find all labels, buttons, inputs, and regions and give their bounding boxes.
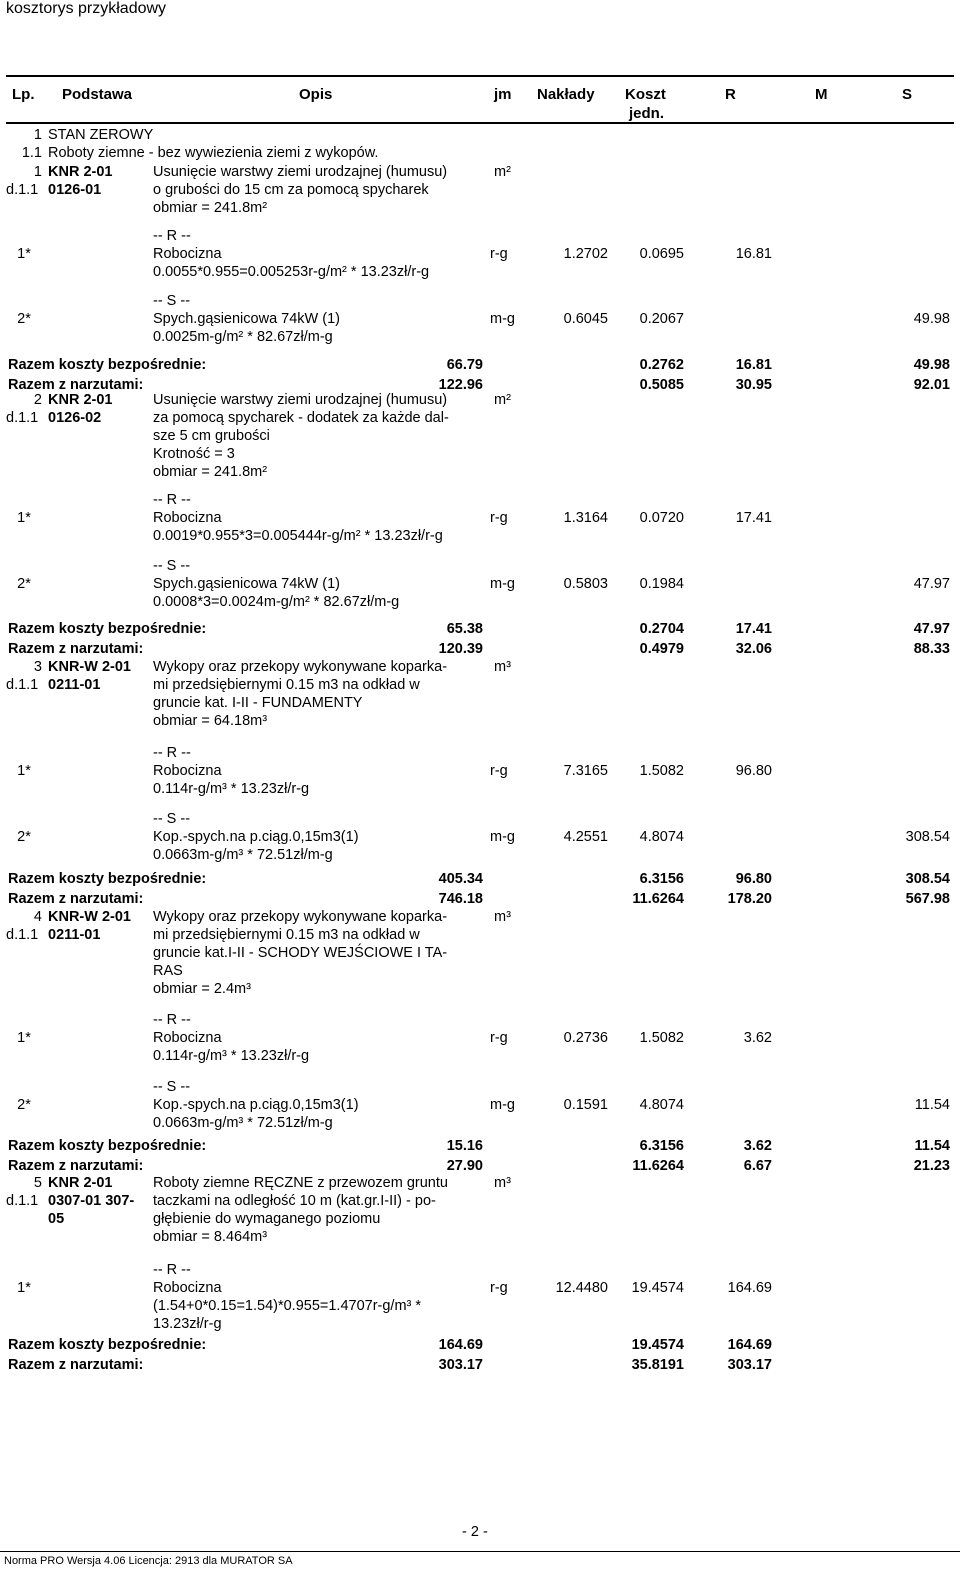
resource-name: Robocizna — [153, 1030, 222, 1046]
resource-koszt: 0.2067 — [639, 311, 684, 327]
resource-naklady: 4.2551 — [563, 829, 608, 845]
item-d-number: d.1.1 — [6, 410, 39, 426]
total-label: Razem z narzutami: — [8, 377, 144, 393]
resource-formula: 0.0055*0.955=0.005253r-g/m² * 13.23zł/r-g — [153, 264, 430, 280]
resource-type: -- R -- — [153, 492, 191, 508]
item-description-line: mi przedsiębiernymi 0.15 m3 na odkład w — [153, 927, 420, 943]
item-basis: KNR 2-01 — [48, 164, 113, 180]
item-description-line: Wykopy oraz przekopy wykonywane koparka- — [153, 909, 448, 925]
total-label: Razem z narzutami: — [8, 1357, 144, 1373]
resource-koszt: 1.5082 — [639, 763, 684, 779]
section-title: STAN ZEROWY — [48, 127, 154, 143]
total-s: 21.23 — [913, 1158, 950, 1174]
page-number: - 2 - — [462, 1524, 488, 1540]
item-description-line: taczkami na odległość 10 m (kat.gr.I-II) - po- — [153, 1193, 436, 1209]
resource-koszt: 1.5082 — [639, 1030, 684, 1046]
total-koszt: 0.5085 — [639, 377, 684, 393]
item-basis: 0126-02 — [48, 410, 102, 426]
header-jedn: jedn. — [629, 105, 665, 122]
item-description-line: Roboty ziemne RĘCZNE z przewozem gruntu — [153, 1175, 448, 1191]
total-r: 30.95 — [735, 377, 772, 393]
total-label: Razem koszty bezpośrednie: — [8, 1138, 207, 1154]
resource-name: Robocizna — [153, 763, 222, 779]
resource-koszt: 4.8074 — [639, 829, 684, 845]
item-number: 1 — [33, 164, 42, 180]
item-d-number: d.1.1 — [6, 182, 39, 198]
total-r: 303.17 — [727, 1357, 772, 1373]
resource-naklady: 0.6045 — [563, 311, 608, 327]
total-value: 15.16 — [446, 1138, 483, 1154]
resource-type: -- S -- — [153, 558, 191, 574]
total-value: 303.17 — [438, 1357, 483, 1373]
subsection-title: Roboty ziemne - bez wywiezienia ziemi z wykopów. — [48, 145, 379, 161]
resource-jm: m-g — [490, 311, 515, 327]
total-r: 16.81 — [735, 357, 772, 373]
resource-name: Spych.gąsienicowa 74kW (1) — [153, 311, 340, 327]
total-r: 17.41 — [735, 621, 772, 637]
resource-lp: 1* — [17, 763, 31, 779]
item-number: 5 — [33, 1175, 42, 1191]
resource-lp: 2* — [17, 576, 31, 592]
item-basis: KNR-W 2-01 — [48, 659, 131, 675]
resource-formula: 13.23zł/r-g — [153, 1316, 222, 1332]
subsection-number: 1.1 — [21, 145, 42, 161]
item-description-line: Usunięcie warstwy ziemi urodzajnej (humusu) — [153, 392, 448, 408]
item-d-number: d.1.1 — [6, 1193, 39, 1209]
header-lp: Lp. — [12, 86, 35, 103]
resource-naklady: 0.5803 — [563, 576, 608, 592]
resource-koszt: 0.0720 — [639, 510, 684, 526]
header-s: S — [902, 86, 913, 103]
item-unit: m³ — [494, 909, 511, 925]
item-basis: 0211-01 — [48, 927, 101, 943]
item-basis: KNR 2-01 — [48, 392, 113, 408]
total-s: 567.98 — [905, 891, 950, 907]
total-s: 88.33 — [913, 641, 950, 657]
item-unit: m² — [494, 392, 511, 408]
total-s: 47.97 — [913, 621, 950, 637]
item-description-line: mi przedsiębiernymi 0.15 m3 na odkład w — [153, 677, 420, 693]
resource-jm: r-g — [490, 246, 508, 262]
resource-r: 3.62 — [743, 1030, 772, 1046]
resource-type: -- S -- — [153, 293, 191, 309]
total-koszt: 0.2762 — [639, 357, 684, 373]
total-s: 11.54 — [914, 1138, 950, 1154]
resource-formula: 0.0008*3=0.0024m-g/m² * 82.67zł/m-g — [153, 594, 400, 610]
header-koszt: Koszt — [625, 86, 666, 103]
total-r: 96.80 — [735, 871, 772, 887]
resource-formula: 0.0025m-g/m² * 82.67zł/m-g — [153, 329, 333, 345]
resource-lp: 2* — [17, 829, 31, 845]
total-value: 66.79 — [446, 357, 483, 373]
item-unit: m³ — [494, 1175, 511, 1191]
total-value: 27.90 — [446, 1158, 483, 1174]
resource-formula: 0.0019*0.955*3=0.005444r-g/m² * 13.23zł/r-g — [153, 528, 443, 544]
total-value: 120.39 — [438, 641, 483, 657]
resource-naklady: 1.2702 — [563, 246, 608, 262]
total-koszt: 6.3156 — [639, 1138, 684, 1154]
item-number: 2 — [33, 392, 42, 408]
footer-rule — [0, 1551, 960, 1552]
item-description-line: za pomocą spycharek - dodatek za każde dal- — [153, 410, 449, 426]
resource-koszt: 0.1984 — [639, 576, 684, 592]
resource-name: Spych.gąsienicowa 74kW (1) — [153, 576, 340, 592]
item-description-line: obmiar = 241.8m² — [153, 200, 268, 216]
resource-koszt: 4.8074 — [639, 1097, 684, 1113]
resource-type: -- S -- — [153, 1079, 191, 1095]
header-top-rule — [6, 75, 954, 77]
resource-lp: 1* — [17, 510, 31, 526]
resource-r: 16.81 — [735, 246, 772, 262]
resource-koszt: 0.0695 — [639, 246, 684, 262]
total-koszt: 0.4979 — [639, 641, 684, 657]
item-number: 3 — [33, 659, 42, 675]
item-description-line: gruncie kat. I-II - FUNDAMENTY — [153, 695, 363, 711]
resource-name: Robocizna — [153, 510, 222, 526]
header-podstawa: Podstawa — [62, 86, 133, 103]
resource-s: 11.54 — [914, 1097, 950, 1113]
item-description-line: gruncie kat.I-II - SCHODY WEJŚCIOWE I TA- — [153, 945, 448, 961]
resource-naklady: 0.1591 — [563, 1097, 608, 1113]
header-jm: jm — [494, 86, 512, 103]
section-number: 1 — [33, 127, 42, 143]
resource-lp: 2* — [17, 311, 31, 327]
total-koszt: 0.2704 — [639, 621, 684, 637]
item-description-line: Krotność = 3 — [153, 446, 235, 462]
resource-type: -- R -- — [153, 745, 191, 761]
item-d-number: d.1.1 — [6, 677, 39, 693]
resource-lp: 1* — [17, 1280, 31, 1296]
total-value: 164.69 — [438, 1337, 483, 1353]
total-label: Razem koszty bezpośrednie: — [8, 357, 207, 373]
resource-name: Kop.-spych.na p.ciąg.0,15m3(1) — [153, 829, 359, 845]
total-koszt: 6.3156 — [639, 871, 684, 887]
total-label: Razem z narzutami: — [8, 891, 144, 907]
resource-s: 308.54 — [905, 829, 950, 845]
total-r: 178.20 — [727, 891, 772, 907]
document-title: kosztorys przykładowy — [6, 0, 167, 17]
item-description-line: obmiar = 64.18m³ — [153, 713, 268, 729]
item-description-line: sze 5 cm grubości — [153, 428, 270, 444]
resource-type: -- R -- — [153, 1262, 191, 1278]
resource-s: 49.98 — [913, 311, 950, 327]
item-basis: 0126-01 — [48, 182, 102, 198]
total-r: 32.06 — [735, 641, 772, 657]
item-basis: 0211-01 — [48, 677, 101, 693]
total-s: 49.98 — [913, 357, 950, 373]
resource-type: -- R -- — [153, 228, 191, 244]
total-s: 92.01 — [913, 377, 950, 393]
total-value: 746.18 — [438, 891, 483, 907]
total-value: 405.34 — [438, 871, 483, 887]
header-opis: Opis — [299, 86, 333, 103]
resource-naklady: 0.2736 — [563, 1030, 608, 1046]
resource-jm: m-g — [490, 576, 515, 592]
total-s: 308.54 — [905, 871, 950, 887]
resource-naklady: 1.3164 — [563, 510, 608, 526]
resource-naklady: 12.4480 — [555, 1280, 608, 1296]
resource-formula: 0.0663m-g/m³ * 72.51zł/m-g — [153, 1115, 333, 1131]
item-basis: 05 — [48, 1211, 65, 1227]
resource-jm: m-g — [490, 829, 515, 845]
item-description-line: głębienie do wymaganego poziomu — [153, 1211, 381, 1227]
total-r: 164.69 — [727, 1337, 772, 1353]
total-value: 65.38 — [446, 621, 483, 637]
item-description-line: Wykopy oraz przekopy wykonywane koparka- — [153, 659, 448, 675]
header-m: M — [815, 86, 828, 103]
total-koszt: 19.4574 — [631, 1337, 684, 1353]
item-basis: 0307-01 307- — [48, 1193, 135, 1209]
item-unit: m³ — [494, 659, 511, 675]
footer-text: Norma PRO Wersja 4.06 Licencja: 2913 dla MURATOR SA — [4, 1555, 293, 1567]
resource-koszt: 19.4574 — [631, 1280, 684, 1296]
resource-formula: 0.114r-g/m³ * 13.23zł/r-g — [153, 1048, 310, 1064]
item-description-line: o grubości do 15 cm za pomocą spycharek — [153, 182, 429, 198]
resource-type: -- R -- — [153, 1012, 191, 1028]
item-description-line: obmiar = 8.464m³ — [153, 1229, 268, 1245]
total-label: Razem koszty bezpośrednie: — [8, 1337, 207, 1353]
resource-formula: (1.54+0*0.15=1.54)*0.955=1.4707r-g/m³ * — [153, 1298, 422, 1314]
resource-naklady: 7.3165 — [563, 763, 608, 779]
resource-name: Kop.-spych.na p.ciąg.0,15m3(1) — [153, 1097, 359, 1113]
header-bottom-rule — [6, 122, 954, 124]
resource-jm: r-g — [490, 763, 508, 779]
resource-jm: r-g — [490, 1280, 508, 1296]
header-r: R — [725, 86, 736, 103]
item-d-number: d.1.1 — [6, 927, 39, 943]
total-label: Razem z narzutami: — [8, 641, 144, 657]
item-basis: KNR 2-01 — [48, 1175, 113, 1191]
total-r: 6.67 — [743, 1158, 772, 1174]
item-basis: KNR-W 2-01 — [48, 909, 131, 925]
resource-jm: r-g — [490, 510, 508, 526]
total-value: 122.96 — [438, 377, 483, 393]
resource-type: -- S -- — [153, 811, 191, 827]
item-description-line: obmiar = 241.8m² — [153, 464, 268, 480]
item-description-line: Usunięcie warstwy ziemi urodzajnej (humusu) — [153, 164, 448, 180]
item-unit: m² — [494, 164, 511, 180]
total-koszt: 11.6264 — [632, 1158, 684, 1174]
resource-r: 17.41 — [735, 510, 772, 526]
total-label: Razem koszty bezpośrednie: — [8, 871, 207, 887]
item-description-line: RAS — [153, 963, 183, 979]
total-r: 3.62 — [743, 1138, 772, 1154]
resource-jm: r-g — [490, 1030, 508, 1046]
item-description-line: obmiar = 2.4m³ — [153, 981, 251, 997]
resource-name: Robocizna — [153, 246, 222, 262]
total-label: Razem z narzutami: — [8, 1158, 144, 1174]
resource-jm: m-g — [490, 1097, 515, 1113]
resource-formula: 0.114r-g/m³ * 13.23zł/r-g — [153, 781, 310, 797]
resource-name: Robocizna — [153, 1280, 222, 1296]
header-naklady: Nakłady — [537, 86, 595, 103]
total-label: Razem koszty bezpośrednie: — [8, 621, 207, 637]
total-koszt: 35.8191 — [631, 1357, 684, 1373]
total-koszt: 11.6264 — [632, 891, 684, 907]
resource-r: 96.80 — [735, 763, 772, 779]
item-number: 4 — [33, 909, 42, 925]
resource-lp: 1* — [17, 246, 31, 262]
resource-s: 47.97 — [913, 576, 950, 592]
resource-formula: 0.0663m-g/m³ * 72.51zł/m-g — [153, 847, 333, 863]
resource-lp: 2* — [17, 1097, 31, 1113]
resource-lp: 1* — [17, 1030, 31, 1046]
resource-r: 164.69 — [727, 1280, 772, 1296]
